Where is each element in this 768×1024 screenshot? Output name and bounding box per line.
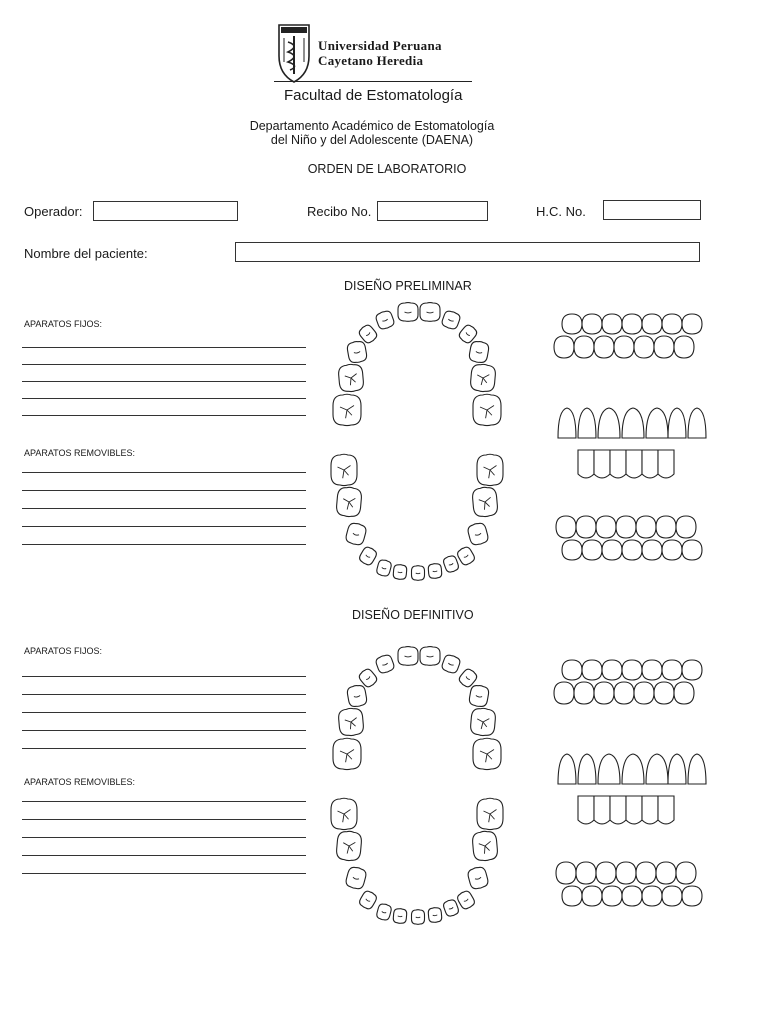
- tooth: [470, 363, 496, 392]
- lateral-lower-row-right: [554, 336, 694, 358]
- writing-line[interactable]: [22, 855, 306, 856]
- definitivo-removibles-label: APARATOS REMOVIBLES:: [24, 777, 136, 787]
- preliminar-fijos-label: APARATOS FIJOS:: [24, 319, 103, 329]
- lateral-lower-row-right: [554, 682, 694, 704]
- definitivo-title: DISEÑO DEFINITIVO: [352, 608, 474, 622]
- writing-line[interactable]: [22, 364, 306, 365]
- tooth: [467, 866, 490, 891]
- writing-line[interactable]: [22, 415, 306, 416]
- writing-line[interactable]: [22, 381, 306, 382]
- preliminar-occlusal-arches[interactable]: [322, 298, 510, 582]
- operador-field[interactable]: [93, 201, 238, 221]
- definitivo-lateral-frontal-views[interactable]: [548, 652, 710, 922]
- lateral-upper-row-left: [556, 516, 696, 538]
- faculty-name: Facultad de Estomatología: [284, 87, 463, 104]
- tooth: [441, 309, 462, 330]
- paciente-field[interactable]: [235, 242, 700, 262]
- preliminar-lateral-frontal-views[interactable]: [548, 306, 710, 576]
- tooth: [470, 707, 496, 736]
- tooth: [473, 394, 501, 425]
- tooth: [331, 798, 357, 829]
- writing-line[interactable]: [22, 748, 306, 749]
- tooth: [375, 309, 396, 330]
- tooth: [442, 554, 460, 573]
- lateral-upper-row-right: [562, 660, 702, 680]
- tooth: [477, 798, 503, 829]
- tooth: [456, 545, 476, 566]
- tooth: [393, 908, 407, 924]
- lateral-upper-row-right: [562, 314, 702, 334]
- hc-field[interactable]: [603, 200, 701, 220]
- tooth: [428, 563, 442, 579]
- tooth: [456, 889, 476, 910]
- writing-line[interactable]: [22, 730, 306, 731]
- hc-label: H.C. No.: [536, 204, 586, 219]
- definitivo-fijos-label: APARATOS FIJOS:: [24, 646, 103, 656]
- tooth: [477, 454, 503, 485]
- tooth: [358, 889, 378, 910]
- tooth: [398, 647, 418, 666]
- department-line1: Departamento Académico de Estomatología: [249, 119, 495, 133]
- writing-line[interactable]: [22, 490, 306, 491]
- tooth: [338, 363, 364, 392]
- tooth: [398, 303, 418, 322]
- tooth: [375, 653, 396, 674]
- writing-line[interactable]: [22, 676, 306, 677]
- writing-line[interactable]: [22, 347, 306, 348]
- department-name: [200, 119, 544, 147]
- writing-line[interactable]: [22, 472, 306, 473]
- lateral-lower-row-left: [562, 540, 702, 560]
- operador-label: Operador:: [24, 204, 83, 219]
- writing-line[interactable]: [22, 398, 306, 399]
- frontal-view: [558, 754, 706, 824]
- university-name: [318, 38, 442, 68]
- writing-line[interactable]: [22, 508, 306, 509]
- preliminar-removibles-label: APARATOS REMOVIBLES:: [24, 448, 136, 458]
- paciente-label: Nombre del paciente:: [24, 246, 148, 261]
- tooth: [420, 303, 440, 322]
- tooth: [472, 830, 498, 861]
- tooth: [346, 684, 367, 708]
- tooth: [412, 566, 425, 581]
- lateral-upper-row-left: [556, 862, 696, 884]
- recibo-label: Recibo No.: [307, 204, 372, 219]
- tooth: [333, 738, 361, 769]
- tooth: [468, 684, 489, 708]
- tooth: [428, 907, 442, 923]
- preliminar-title: DISEÑO PRELIMINAR: [344, 279, 472, 293]
- tooth: [441, 653, 462, 674]
- writing-line[interactable]: [22, 712, 306, 713]
- writing-line[interactable]: [22, 873, 306, 874]
- writing-line[interactable]: [22, 526, 306, 527]
- tooth: [468, 340, 489, 364]
- tooth: [442, 898, 460, 917]
- frontal-view: [558, 408, 706, 478]
- form-title: ORDEN DE LABORATORIO: [307, 162, 467, 176]
- tooth: [336, 486, 362, 517]
- university-name-line1: Universidad Peruana: [318, 38, 442, 53]
- tooth: [346, 340, 367, 364]
- tooth: [338, 707, 364, 736]
- recibo-field[interactable]: [377, 201, 488, 221]
- tooth: [467, 522, 490, 547]
- tooth: [473, 738, 501, 769]
- tooth: [336, 830, 362, 861]
- tooth: [472, 486, 498, 517]
- tooth: [420, 647, 440, 666]
- university-name-line2: Cayetano Heredia: [318, 53, 424, 68]
- writing-line[interactable]: [22, 801, 306, 802]
- writing-line[interactable]: [22, 694, 306, 695]
- tooth: [393, 564, 407, 580]
- tooth: [376, 559, 393, 578]
- tooth: [331, 454, 357, 485]
- tooth: [376, 903, 393, 922]
- university-seal-logo: [276, 22, 312, 84]
- definitivo-occlusal-arches[interactable]: [322, 642, 510, 926]
- tooth: [345, 522, 368, 547]
- tooth: [333, 394, 361, 425]
- tooth: [412, 910, 425, 925]
- department-line2: del Niño y del Adolescente (DAENA): [270, 133, 474, 147]
- header-rule: [274, 81, 472, 82]
- tooth: [358, 545, 378, 566]
- writing-line[interactable]: [22, 819, 306, 820]
- lateral-lower-row-left: [562, 886, 702, 906]
- writing-line[interactable]: [22, 544, 306, 545]
- tooth: [345, 866, 368, 891]
- writing-line[interactable]: [22, 837, 306, 838]
